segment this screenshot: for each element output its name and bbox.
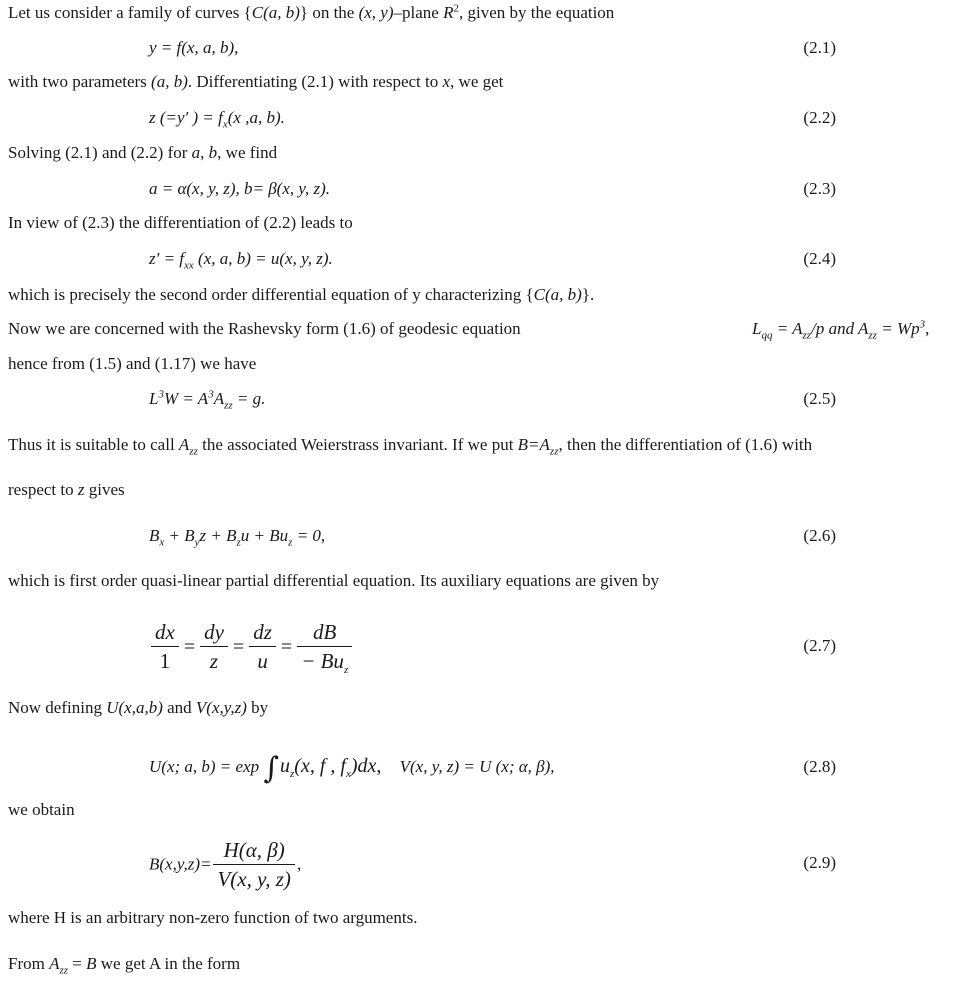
- equation-number-2-1: (2.1): [803, 38, 836, 57]
- equation-2-5: $L^3W = A^3A_{zz} = g$.: [149, 388, 266, 412]
- fraction-dx: $\frac{dx}{1}$: [151, 618, 179, 675]
- equation-2-7: $\frac{dx}{1}$ = $\frac{dy}{z}$ = $\frac{dz}{u}$ = $\frac{dB}{- Bu_z}$: [149, 618, 354, 675]
- fraction-dB: $\frac{dB}{- Bu_z}$: [297, 618, 352, 675]
- equation-2-4: $z' = f_{xx}$ (x, a, b) = u(x, y, z).: [149, 249, 333, 272]
- paragraph-respect-to-z: respect to z gives: [8, 480, 125, 499]
- equation-2-2: z (=y′ ) = $f_x(x$ ,a, b).: [149, 108, 285, 131]
- equation-2-3: a = α(x, y, z), b= β(x, y, z).: [149, 179, 331, 198]
- paragraph-quasi-linear: which is first order quasi-linear partial differential equation. Its auxiliary equations are given by: [8, 571, 660, 590]
- fraction-dy: $\frac{dy}{z}$: [200, 618, 228, 675]
- equation-number-2-6: (2.6): [803, 526, 836, 545]
- equation-2-6: $B_x + B_yz + B_zu + Bu_z = 0$,: [149, 526, 326, 549]
- fraction-H-over-V: $\frac{H(\alpha, \beta)}{V(x, y, z)}$: [213, 836, 294, 893]
- paragraph-second-order: which is precisely the second order differential equation of y characterizing {C(a, b)}.: [8, 285, 595, 304]
- equation-2-9: B(x,y,z)= $\frac{H(\alpha, \beta)}{V(x, y, z)}$ ,: [149, 838, 302, 891]
- paragraph-defining: Now defining U(x,a,b) and V(x,y,z) by: [8, 698, 269, 717]
- equation-2-1: y = f(x, a, b),: [149, 38, 239, 57]
- paragraph-rashevsky: Now we are concerned with the Rashevsky form (1.6) of geodesic equation: [8, 319, 521, 338]
- rashevsky-relation: $L_{qq} = A_{zz}/p$ and $A_{zz} = Wp^3$,: [752, 318, 930, 342]
- equation-number-2-7: (2.7): [803, 636, 836, 655]
- paragraph-weierstrass: Thus it is suitable to call $A_{zz}$ the associated Weierstrass invariant. If we put $B=A_{zz}$, then the differentiation of (1.6) with: [8, 435, 813, 458]
- paragraph-from-Azz: From $A_{zz} = B$ we get A in the form: [8, 954, 241, 977]
- equation-number-2-3: (2.3): [803, 179, 836, 198]
- paragraph-hence: hence from (1.5) and (1.17) we have: [8, 354, 257, 373]
- paragraph-solving: Solving (2.1) and (2.2) for a, b, we find: [8, 143, 278, 162]
- paragraph-we-obtain: we obtain: [8, 800, 75, 819]
- paragraph-intro: Let us consider a family of curves {C(a, b)} on the (x, y)–plane $R^2$, given by the equation: [8, 2, 615, 22]
- paragraph-arbitrary-H: where H is an arbitrary non-zero function of two arguments.: [8, 908, 418, 927]
- equation-number-2-5: (2.5): [803, 389, 836, 408]
- equation-number-2-9: (2.9): [803, 853, 836, 872]
- fraction-dz: $\frac{dz}{u}$: [249, 618, 276, 675]
- paragraph-parameters: with two parameters (a, b). Differentiating (2.1) with respect to x, we get: [8, 72, 504, 91]
- equation-number-2-8: (2.8): [803, 757, 836, 776]
- equation-number-2-4: (2.4): [803, 249, 836, 268]
- equation-2-8: U(x; a, $b) = \exp \int u_z(x$, f , $f_x)dx$, V(x, y, z) = U (x; α, β),: [149, 751, 555, 786]
- equation-number-2-2: (2.2): [803, 108, 836, 127]
- paragraph-in-view: In view of (2.3) the differentiation of (2.2) leads to: [8, 213, 353, 232]
- integral-sign: ∫: [263, 751, 280, 786]
